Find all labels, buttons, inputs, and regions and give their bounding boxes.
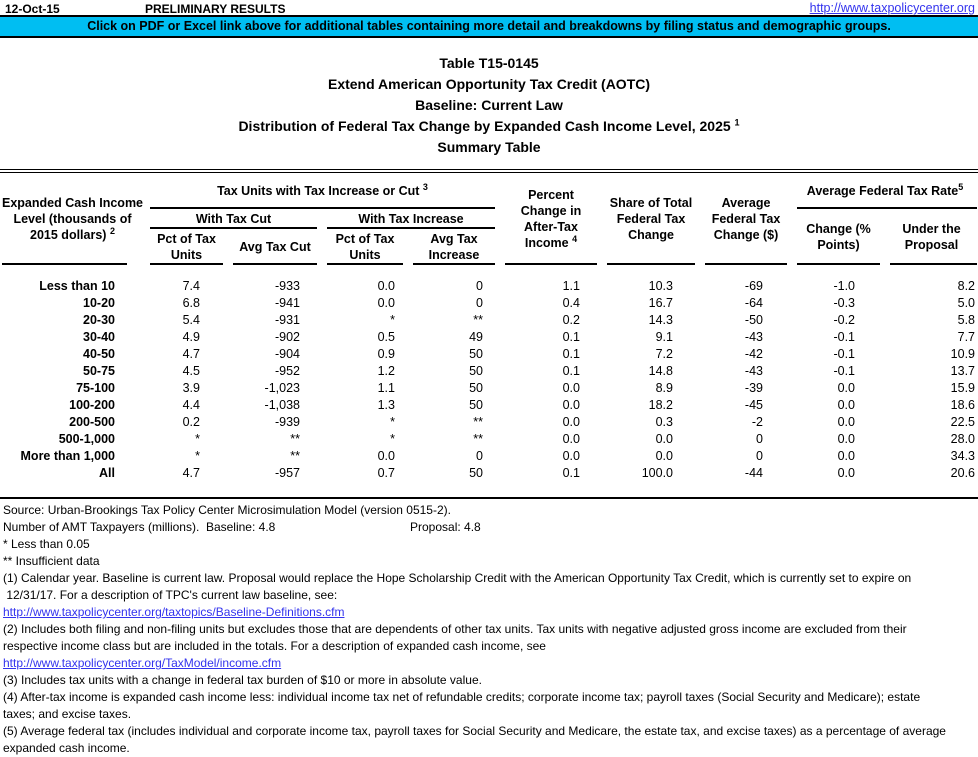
cell: -1,023	[264, 381, 300, 395]
row-label: More than 1,000	[20, 449, 115, 463]
report-date: 12-Oct-15	[5, 2, 60, 16]
cell: 16.7	[648, 296, 673, 310]
col-header-average-federal-tax-change: Average Federal Tax Change ($)	[700, 171, 792, 265]
cell: 5.8	[957, 313, 976, 327]
cell: 5.4	[182, 313, 200, 327]
cell: 0.0	[562, 449, 580, 463]
cell: -0.1	[833, 364, 855, 378]
footnotes	[0, 502, 978, 757]
amt-proposal-value: Proposal: 4.8	[410, 520, 481, 534]
col-group-average-federal-tax-rate: Average Federal Tax Rate$^5$	[792, 171, 978, 209]
cell: 0.7	[377, 466, 395, 480]
cell: 0	[476, 279, 483, 293]
cell: 0.1	[562, 330, 580, 344]
footnote-line: (1) Calendar year. Baseline is current law. Proposal would replace the Hope Scholarship Credit with the American Opportunity Tax Credit, which is currently set to expire on	[3, 571, 912, 585]
cell: 4.7	[182, 466, 200, 480]
cell: 50	[469, 347, 483, 361]
cell: **	[473, 432, 483, 446]
cell: 1.1	[562, 279, 580, 293]
row-label: 500-1,000	[58, 432, 115, 446]
footnote-line: ** Insufficient data	[3, 554, 100, 568]
spacer-row	[0, 265, 978, 278]
cell: 50	[469, 381, 483, 395]
cell: 0.0	[562, 415, 580, 429]
cell: **	[473, 415, 483, 429]
cell: *	[390, 313, 395, 327]
col-header-share-of-total-federal-tax-change: Share of Total Federal Tax Change	[602, 171, 700, 265]
cell: 0.0	[562, 381, 580, 395]
col-group-with-tax-cut: With Tax Cut	[145, 209, 322, 229]
footnote-ref-2: 2	[109, 225, 115, 236]
row-label: 20-30	[83, 313, 115, 327]
cell: -0.1	[833, 347, 855, 361]
col-header-rate-under-proposal: Under the Proposal	[885, 209, 978, 265]
cell: 7.7	[957, 330, 976, 344]
table-row-75-100	[0, 380, 978, 397]
cell: 0.0	[837, 466, 855, 480]
cell: 4.4	[182, 398, 200, 412]
amt-baseline-value: Number of AMT Taxpayers (millions). Baseline: 4.8	[3, 520, 276, 534]
cell: -952	[274, 364, 300, 378]
cell: 14.3	[648, 313, 673, 327]
cell: 10.9	[950, 347, 976, 361]
footnote-line: taxes; and excise taxes.	[3, 707, 132, 721]
cell: 10.3	[648, 279, 673, 293]
info-banner	[0, 15, 978, 38]
footnote-ref-1: 1	[734, 117, 740, 128]
footnote-line: (5) Average federal tax (includes individual and corporate income tax, payroll taxes for Social Security and Medicare, the estate tax, and excise taxes) as a percentage of average	[3, 724, 946, 738]
table-number: Table T15-0145	[439, 55, 539, 71]
source-line: Source: Urban-Brookings Tax Policy Center Microsimulation Model (version 0515-2).	[3, 503, 451, 517]
cell: 34.3	[950, 449, 976, 463]
cell: 22.5	[950, 415, 976, 429]
cell: *	[390, 415, 395, 429]
cell: 0.0	[377, 296, 395, 310]
cell: -43	[744, 364, 763, 378]
cell: 0.0	[837, 415, 855, 429]
cell: 0.3	[655, 415, 673, 429]
cell: -941	[274, 296, 300, 310]
col-group-tax-units-increase-or-cut: Tax Units with Tax Increase or Cut $^3$	[145, 171, 500, 209]
cell: 0.0	[562, 398, 580, 412]
cell: *	[390, 432, 395, 446]
cell: 4.9	[182, 330, 200, 344]
footnote-line: expanded cash income.	[3, 741, 130, 755]
cell: 18.6	[950, 398, 976, 412]
cell: 0	[476, 296, 483, 310]
cell: 0	[756, 449, 763, 463]
footnote-line: * Less than 0.05	[3, 537, 90, 551]
cell: -69	[744, 279, 763, 293]
footnote-line: (4) After-tax income is expanded cash income less: individual income tax net of refundable credits; corporate income tax; payroll taxes (Social Security and Medicare); estate	[3, 690, 921, 704]
cell: -939	[274, 415, 300, 429]
cell: 0.0	[562, 432, 580, 446]
cell: 0.0	[837, 398, 855, 412]
cell: 28.0	[950, 432, 976, 446]
cell: 0.0	[655, 432, 673, 446]
row-label: All	[99, 466, 115, 480]
table-row-less-than-10	[0, 278, 978, 295]
cell: 0.0	[837, 449, 855, 463]
preliminary-results-label: PRELIMINARY RESULTS	[145, 2, 286, 16]
banner-text: Click on PDF or Excel link above for additional tables containing more detail and breakdowns by filing status and demographic groups.	[87, 19, 891, 33]
footnote-line	[3, 655, 978, 672]
table-row-10-20	[0, 295, 978, 312]
cell: 0.0	[837, 381, 855, 395]
cell: 50	[469, 466, 483, 480]
taxpolicycenter-home-link[interactable]: http://www.taxpolicycenter.org	[809, 1, 975, 15]
cell: *	[195, 449, 200, 463]
cell: 15.9	[950, 381, 976, 395]
footnote-ref-5: 5	[958, 181, 964, 192]
cell: 7.4	[182, 279, 200, 293]
cell: -0.3	[833, 296, 855, 310]
footnote-line: (3) Includes tax units with a change in federal tax burden of $10 or more in absolute value.	[3, 673, 482, 687]
cell: 0.1	[562, 466, 580, 480]
cell: -43	[744, 330, 763, 344]
cell: 0.5	[377, 330, 395, 344]
cell: 0.0	[377, 449, 395, 463]
data-table	[0, 169, 978, 499]
cell: -931	[274, 313, 300, 327]
row-label: 10-20	[83, 296, 115, 310]
cell: -50	[744, 313, 763, 327]
col-header-avg-tax-cut: Avg Tax Cut	[228, 229, 322, 265]
footnote-line: 12/31/17. For a description of TPC's current law baseline, see:	[3, 588, 338, 602]
footnote-line: respective income class but are included in the totals. For a description of expanded cash income, see	[3, 639, 546, 653]
cell: 18.2	[648, 398, 673, 412]
cell: 0.2	[182, 415, 200, 429]
summary-table-label: Summary Table	[437, 139, 541, 155]
row-label: 75-100	[76, 381, 115, 395]
cell: 4.7	[182, 347, 200, 361]
cell: -957	[274, 466, 300, 480]
cell: 1.3	[377, 398, 395, 412]
cell: **	[290, 449, 300, 463]
col-header-pct-of-tax-units-increase: Pct of Tax Units	[322, 229, 408, 265]
cell: 5.0	[957, 296, 976, 310]
cell: 13.7	[950, 364, 976, 378]
cell: 0.2	[562, 313, 580, 327]
row-label: 100-200	[69, 398, 115, 412]
table-row-100-200	[0, 397, 978, 414]
row-label: 50-75	[83, 364, 115, 378]
cell: -933	[274, 279, 300, 293]
table-row-50-75	[0, 363, 978, 380]
cell: -44	[744, 466, 763, 480]
cell: -1.0	[833, 279, 855, 293]
row-label: Less than 10	[39, 279, 115, 293]
col-header-rate-change-pct-points: Change (% Points)	[792, 209, 885, 265]
cell: 0.4	[562, 296, 580, 310]
footnote-line: (2) Includes both filing and non-filing units but excludes those that are dependents of other tax units. Tax units with negative adjusted gross income are excluded from their	[3, 622, 907, 636]
footnote-line	[3, 604, 978, 621]
col-group-with-tax-increase: With Tax Increase	[322, 209, 500, 229]
cell: 6.8	[182, 296, 200, 310]
cell: -2	[751, 415, 763, 429]
footnote-ref-3: 3	[422, 181, 428, 192]
cell: -0.2	[833, 313, 855, 327]
col-header-income-level: Expanded Cash Income Level (thousands of 2015 dollars) $^2$	[0, 171, 145, 265]
footnote-ref-4: 4	[572, 233, 578, 244]
cell: 0.1	[562, 347, 580, 361]
col-header-avg-tax-increase: Avg Tax Increase	[408, 229, 500, 265]
col-header-pct-of-tax-units-cut: Pct of Tax Units	[145, 229, 228, 265]
table-row-all	[0, 465, 978, 482]
cell: 8.9	[655, 381, 673, 395]
cell: 3.9	[182, 381, 200, 395]
table-row-more-than-1-000	[0, 448, 978, 465]
row-label: 40-50	[83, 347, 115, 361]
spacer-row	[0, 482, 978, 498]
cell: 20.6	[950, 466, 976, 480]
cell: 1.1	[377, 381, 395, 395]
cell: 9.1	[655, 330, 673, 344]
cell: 0.0	[837, 432, 855, 446]
cell: **	[473, 313, 483, 327]
cell: -64	[744, 296, 763, 310]
cell: -1,038	[264, 398, 300, 412]
cell: 50	[469, 364, 483, 378]
cell: 8.2	[957, 279, 976, 293]
cell: 50	[469, 398, 483, 412]
footnote-link[interactable]: http://www.taxpolicycenter.org/taxtopics/Baseline-Definitions.cfm	[3, 605, 345, 619]
cell: 7.2	[655, 347, 673, 361]
cell: 49	[469, 330, 483, 344]
cell: 100.0	[641, 466, 673, 480]
table-body	[0, 265, 978, 498]
table-row-200-500	[0, 414, 978, 431]
cell: -45	[744, 398, 763, 412]
cell: -904	[274, 347, 300, 361]
cell: 0.1	[562, 364, 580, 378]
cell: 1.2	[377, 364, 395, 378]
cell: -42	[744, 347, 763, 361]
baseline-subtitle: Baseline: Current Law	[415, 97, 563, 113]
cell: 4.5	[182, 364, 200, 378]
cell: 0.9	[377, 347, 395, 361]
title-block	[0, 53, 978, 158]
top-header-bar	[0, 0, 978, 15]
cell: **	[290, 432, 300, 446]
distribution-subtitle: Distribution of Federal Tax Change by Expanded Cash Income Level, 2025 $^1$	[238, 117, 740, 134]
table-title: Extend American Opportunity Tax Credit (AOTC)	[327, 76, 651, 92]
cell: -902	[274, 330, 300, 344]
cell: 0.0	[377, 279, 395, 293]
table-row-30-40	[0, 329, 978, 346]
cell: -0.1	[833, 330, 855, 344]
table-row-500-1-000	[0, 431, 978, 448]
cell: 14.8	[648, 364, 673, 378]
amt-taxpayers-line	[3, 519, 978, 536]
table-row-20-30	[0, 312, 978, 329]
cell: 0	[756, 432, 763, 446]
footnote-link[interactable]: http://www.taxpolicycenter.org/TaxModel/income.cfm	[3, 656, 282, 670]
row-label: 200-500	[69, 415, 115, 429]
cell: -39	[744, 381, 763, 395]
cell: 0.0	[655, 449, 673, 463]
table-row-40-50	[0, 346, 978, 363]
cell: 0	[476, 449, 483, 463]
col-header-pct-change-after-tax-income: Percent Change in After-Tax Income $^4$	[500, 171, 602, 265]
cell: *	[195, 432, 200, 446]
row-label: 30-40	[83, 330, 115, 344]
